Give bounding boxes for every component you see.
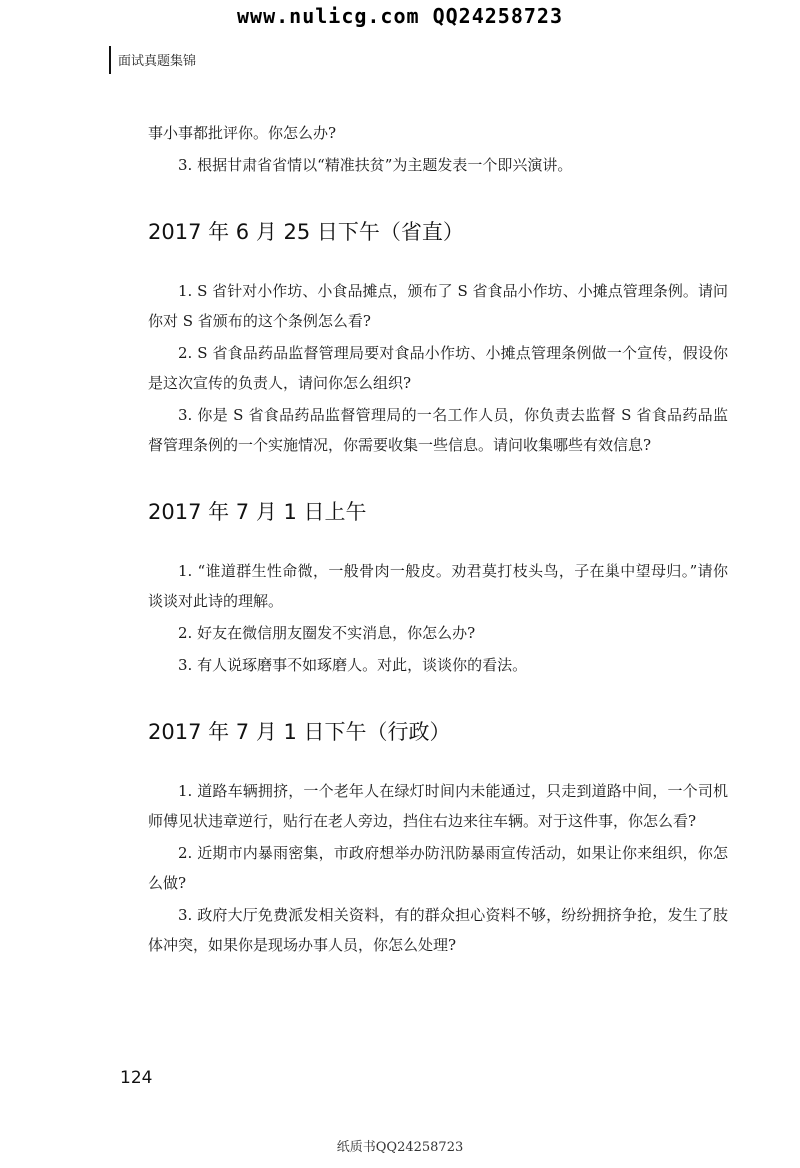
section-heading-3: 2017 年 7 月 1 日下午（行政） bbox=[148, 720, 451, 744]
section-2-question-2: 2. 好友在微信朋友圈发不实消息，你怎么办? bbox=[178, 624, 476, 642]
running-header: 面试真题集锦 bbox=[118, 54, 197, 69]
section-3-question-3: 3. 政府大厅免费派发相关资料，有的群众担心资料不够，纷纷拥挤争抢，发生了肢体冲突，如果你是现场办事人员，你怎么处理? bbox=[148, 906, 728, 954]
section-3-question-1: 1. 道路车辆拥挤，一个老年人在绿灯时间内未能通过，只走到道路中间，一个司机师傅见状违章逆行，贴行在老人旁边，挡住右边来往车辆。对于这件事，你怎么看? bbox=[148, 782, 728, 830]
top-watermark: www.nulicg.com QQ24258723 bbox=[236, 4, 564, 28]
page-number: 124 bbox=[120, 1068, 153, 1088]
section-heading-2: 2017 年 7 月 1 日上午 bbox=[148, 500, 367, 524]
page-body bbox=[148, 118, 728, 962]
section-2-question-1: 1. “谁道群生性命微，一般骨肉一般皮。劝君莫打枝头鸟，子在巢中望母归。”请你谈谈对此诗的理解。 bbox=[148, 562, 728, 610]
bottom-watermark: 纸质书QQ24258723 bbox=[336, 1140, 464, 1155]
intro-question-3: 3. 根据甘肃省省情以“精准扶贫”为主题发表一个即兴演讲。 bbox=[178, 156, 573, 174]
intro-continued-line: 事小事都批评你。你怎么办? bbox=[148, 124, 337, 142]
section-3-question-2: 2. 近期市内暴雨密集，市政府想举办防汛防暴雨宣传活动，如果让你来组织，你怎么做? bbox=[148, 844, 728, 892]
header-divider bbox=[109, 46, 111, 74]
section-heading-1: 2017 年 6 月 25 日下午（省直） bbox=[148, 220, 464, 244]
section-1-question-2: 2. S 省食品药品监督管理局要对食品小作坊、小摊点管理条例做一个宣传，假设你是这次宣传的负责人，请问你怎么组织? bbox=[148, 344, 728, 392]
section-1-question-3: 3. 你是 S 省食品药品监督管理局的一名工作人员，你负责去监督 S 省食品药品监督管理条例的一个实施情况，你需要收集一些信息。请问收集哪些有效信息? bbox=[148, 406, 728, 454]
section-2-question-3: 3. 有人说琢磨事不如琢磨人。对此，谈谈你的看法。 bbox=[178, 656, 528, 674]
section-1-question-1: 1. S 省针对小作坊、小食品摊点，颁布了 S 省食品小作坊、小摊点管理条例。请问你对 S 省颁布的这个条例怎么看? bbox=[148, 282, 728, 330]
